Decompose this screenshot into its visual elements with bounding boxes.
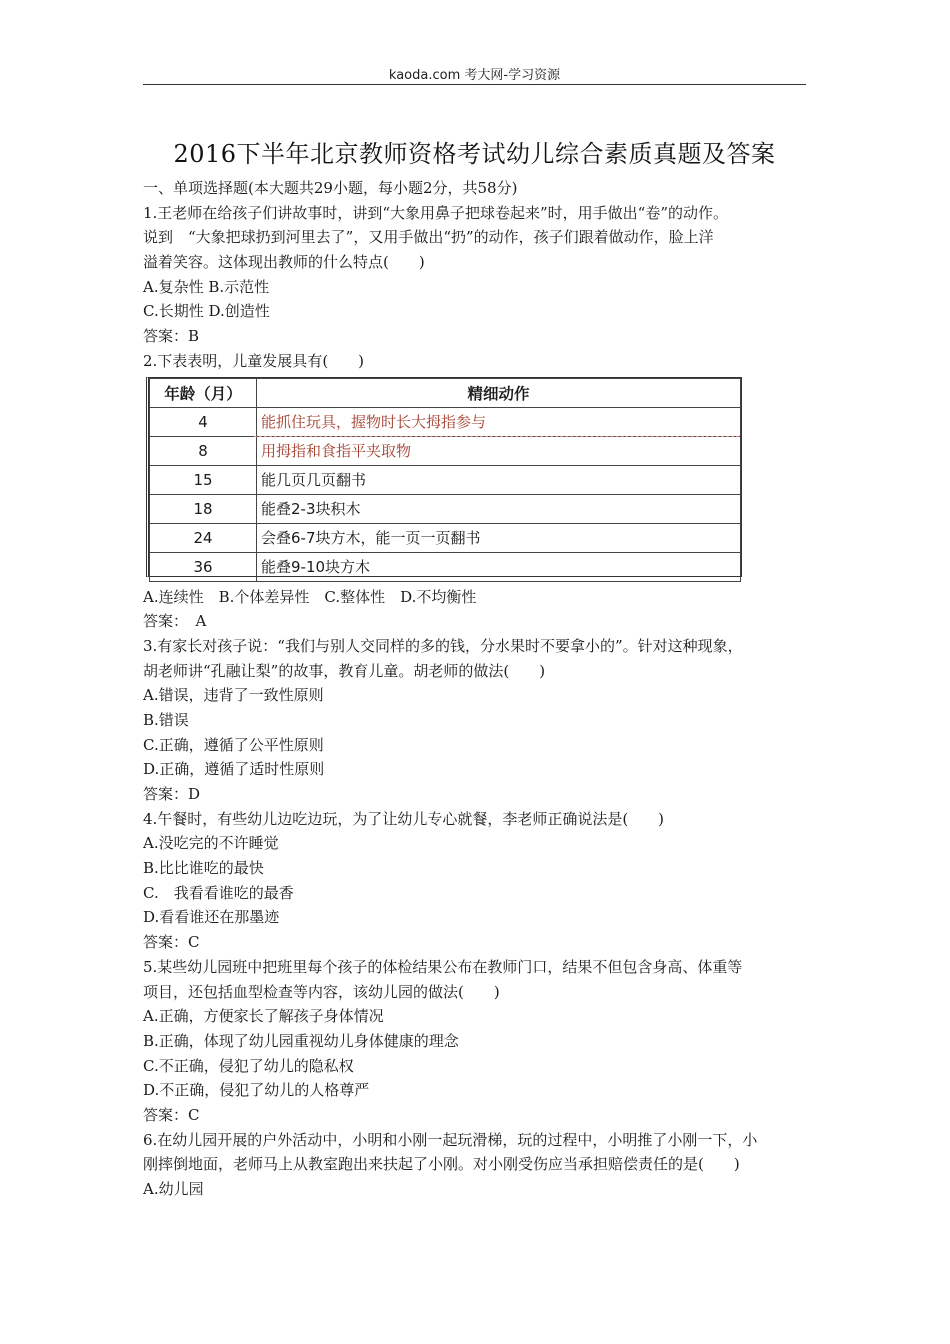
option-line: A.正确，方便家长了解孩子身体情况 bbox=[143, 1007, 384, 1026]
option-line: D.看看谁还在那墨迹 bbox=[143, 908, 280, 927]
option-line: A.连续性 B.个体差异性 C.整体性 D.不均衡性 bbox=[143, 587, 477, 606]
option-line: A.错误，违背了一致性原则 bbox=[143, 686, 324, 705]
question-text: 溢着笑容。这体现出教师的什么特点( ) bbox=[143, 253, 425, 272]
fine-motor-table bbox=[149, 378, 741, 582]
age-cell: 36 bbox=[150, 552, 257, 581]
question-text: 胡老师讲“孔融让梨”的故事，教育儿童。胡老师的做法( ) bbox=[143, 661, 546, 680]
question-text: 2.下表表明，儿童发展具有( ) bbox=[143, 351, 365, 370]
table-row bbox=[150, 465, 741, 494]
question-text: 项目，还包括血型检查等内容，该幼儿园的做法( ) bbox=[143, 982, 500, 1001]
section-questions-1-2 bbox=[143, 176, 813, 374]
table-header-row bbox=[150, 378, 741, 407]
age-cell: 8 bbox=[150, 436, 257, 465]
option-line: B.比比谁吃的最快 bbox=[143, 859, 264, 878]
option-line: D.不正确，侵犯了幼儿的人格尊严 bbox=[143, 1081, 370, 1100]
answer-line: 答案：B bbox=[143, 327, 200, 346]
skill-cell: 能叠2-3块积木 bbox=[257, 494, 741, 523]
option-line: C.长期性 D.创造性 bbox=[143, 302, 270, 321]
red-underline-trace bbox=[254, 436, 739, 437]
option-line: A.没吃完的不许睡觉 bbox=[143, 834, 279, 853]
option-line: B.正确，体现了幼儿园重视幼儿身体健康的理念 bbox=[143, 1031, 459, 1050]
section-heading: 一、单项选择题(本大题共29小题，每小题2分，共58分) bbox=[143, 179, 518, 197]
development-table bbox=[146, 377, 742, 577]
option-line: C.正确，遵循了公平性原则 bbox=[143, 735, 324, 754]
option-line: D.正确，遵循了适时性原则 bbox=[143, 760, 325, 779]
page-header: kaoda.com 考大网-学习资源 bbox=[388, 68, 561, 83]
question-text: 3.有家长对孩子说：“我们与别人交同样的多的钱，分水果时不要拿小的”。针对这种现象， bbox=[143, 636, 743, 655]
skill-cell: 用拇指和食指平夹取物 bbox=[257, 436, 741, 465]
answer-line: 答案：D bbox=[143, 785, 201, 803]
age-cell: 18 bbox=[150, 494, 257, 523]
table-row bbox=[150, 436, 741, 465]
page-title: 2016下半年北京教师资格考试幼儿综合素质真题及答案 bbox=[173, 140, 776, 168]
question-text: 说到 “大象把球扔到河里去了”，又用手做出“扔”的动作，孩子们跟着做动作，脸上洋 bbox=[143, 228, 714, 247]
question-text: 刚摔倒地面，老师马上从教室跑出来扶起了小刚。对小刚受伤应当承担赔偿责任的是( ) bbox=[143, 1155, 740, 1174]
option-line: C. 我看看谁吃的最香 bbox=[143, 883, 294, 902]
document-body bbox=[143, 176, 813, 1202]
table-row bbox=[150, 552, 741, 581]
option-line: A.幼儿园 bbox=[143, 1180, 204, 1198]
option-line: A.复杂性 B.示范性 bbox=[143, 277, 270, 296]
table-row bbox=[150, 494, 741, 523]
question-text: 1.王老师在给孩子们讲故事时，讲到“大象用鼻子把球卷起来”时，用手做出“卷”的动作。 bbox=[143, 203, 728, 222]
skill-cell: 会叠6-7块方木，能一页一页翻书 bbox=[257, 523, 741, 552]
age-cell: 4 bbox=[150, 407, 257, 436]
answer-line: 答案：C bbox=[143, 1105, 200, 1124]
skill-cell: 能叠9-10块方木 bbox=[257, 552, 741, 581]
option-line: B.错误 bbox=[143, 710, 189, 729]
question-text: 5.某些幼儿园班中把班里每个孩子的体检结果公布在教师门口，结果不但包含身高、体重等 bbox=[143, 957, 743, 976]
age-cell: 24 bbox=[150, 523, 257, 552]
answer-line: 答案：C bbox=[143, 933, 200, 952]
question-text: 4.午餐时，有些幼儿边吃边玩，为了让幼儿专心就餐，李老师正确说法是( ) bbox=[143, 809, 665, 828]
column-header-skill: 精细动作 bbox=[257, 378, 741, 407]
section-questions-2-6 bbox=[143, 585, 813, 1202]
skill-cell: 能几页几页翻书 bbox=[257, 465, 741, 494]
table-row bbox=[150, 407, 741, 436]
age-cell: 15 bbox=[150, 465, 257, 494]
answer-line: 答案： A bbox=[143, 612, 207, 631]
header-divider bbox=[143, 84, 806, 85]
column-header-age: 年龄（月） bbox=[150, 378, 257, 407]
option-line: C.不正确，侵犯了幼儿的隐私权 bbox=[143, 1056, 354, 1075]
skill-cell: 能抓住玩具，握物时长大拇指参与 bbox=[257, 407, 741, 436]
table-row bbox=[150, 523, 741, 552]
question-text: 6.在幼儿园开展的户外活动中，小明和小刚一起玩滑梯，玩的过程中，小明推了小刚一下，小 bbox=[143, 1130, 758, 1149]
